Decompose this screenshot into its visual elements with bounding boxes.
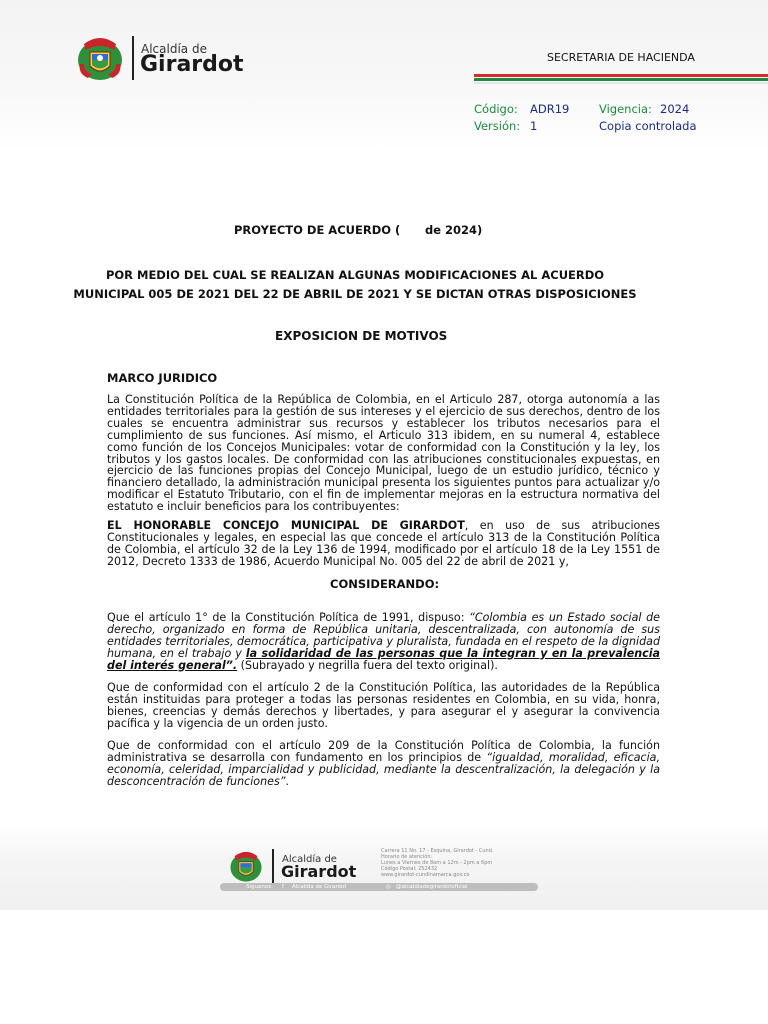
footer-facebook-link[interactable]: Alcaldía de Girardot [292,884,347,890]
articulo-1-lead: Que el artículo 1° de la Constitución Política de 1991, dispuso: [107,611,470,624]
codigo-label: Código: [474,102,518,116]
footer-brand-name: Girardot [281,862,357,881]
exposicion-heading: EXPOSICION DE MOTIVOS [275,329,448,343]
department-name: SECRETARIA DE HACIENDA [547,51,695,64]
articulo-209-tail: . [285,774,290,788]
footer-horario: Lunes a Viernes de 8am a 12m - 2pm a 6pm [381,860,493,866]
header-stripe-gray [474,82,768,84]
footer-web-link[interactable]: www.girardot-cundinamarca.gov.co [381,872,470,878]
footer-handle-link[interactable]: @alcaldiadegirardotoficial [396,884,468,890]
marco-juridico-heading: MARCO JURIDICO [107,371,218,385]
girardot-coat-of-arms-logo [74,34,126,82]
articulo-1-emphasis: la solidaridad de las personas que la integran y en la prevalencia del interés general”. [107,646,660,672]
footer-postal: Código Postal: 252432 [381,866,438,872]
footer-siguenos: Síguenos: [246,884,273,890]
footer-brand-small: Alcaldía de [282,854,337,865]
honorable-concejo-text: , en uso de sus atribuciones Constitucionales y legales, en especial las que concede el artículo 313 de la Constitución Política de Colombia, el artículo 32 de la Ley 136 de 1994, modificado por el artículo 18 de la Ley 1551 de 2012, Decreto 1333 de 1986, Acuerdo Municipal No. 005 del 22 de abril de 2021 y, [107,519,660,568]
codigo-value: ADR19 [530,102,570,116]
paragraph-honorable-concejo [107,520,660,568]
footer-logo-divider [272,849,274,883]
paragraph-articulo-1 [107,612,660,672]
paragraph-marco: La Constitución Política de la República de Colombia, en el Articulo 287, otorga autonomía a las entidades territoriales para la gestión de sus intereses y el ejercicio de sus derechos, dentro de los cuales se encuentra administrar sus recursos y establecer los tributos necesarios para el cumplimiento de sus funciones. Así mismo, el Articulo 313 ibidem, en su numeral 4, establece como función de los Concejos Municipales: votar de conformidad con la Constitución y la ley, los tributos y los gastos locales. De conformidad con las atribuciones constitucionales expuestas, en ejercicio de las funciones propias del Concejo Municipal, luego de un estudio jurídico, técnico y financiero detallado, la administración municipal presenta los siguientes puntos para actualizar y/o modificar el Estatuto Tributario, con el fin de implementar mejoras en la estructura normativa del estatuto e incluir beneficios para los contribuyentes: [107,393,660,514]
footer-horario-label: Horario de atención: [381,854,433,860]
footer-coat-of-arms-logo [226,849,266,883]
honorable-concejo-bold: EL HONORABLE CONCEJO MUNICIPAL DE GIRARDOT [107,519,465,532]
version-label: Versión: [474,119,521,133]
articulo-1-quote: “Colombia es un Estado social de derecho, organizado en forma de República unitaria, descentralizada, con autonomía de sus entidades territoriales, democrática, participativa y pluralista, fundada en el respeto de la dignidad humana, en el trabajo y [107,611,660,660]
version-value: 1 [530,119,538,133]
footer-address: Carrera 11 No. 17 - Esquina, Girardot - Cund. [381,848,494,854]
paragraph-articulo-2: Que de conformidad con el artículo 2 de la Constitución Política, las autoridades de la República están instituidas para proteger a todas las personas residentes en Colombia, en su vida, honra, bienes, creencias y demás derechos y libertades, y para asegurar el y asegurar la convivencia pacífica y la vigencia de un orden justo. [107,681,660,730]
logo-divider [132,36,134,80]
articulo-209-quote: “igualdad, moralidad, eficacia, economía, celeridad, imparcialidad y publicidad, mediante la descentralización, la delegación y la desconcentración de funciones” [107,750,660,788]
proyecto-suffix: de 2024) [425,223,483,237]
paragraph-articulo-209 [107,740,660,788]
footer-social-bar [220,883,538,891]
title-line-2: MUNICIPAL 005 DE 2021 DEL 22 DE ABRIL DE 2021 Y SE DICTAN OTRAS DISPOSICIONES [73,287,637,301]
brand-name: Girardot [140,52,244,77]
header-stripe-red [474,74,768,77]
articulo-1-note: (Subrayado y negrilla fuera del texto original). [237,658,498,672]
facebook-icon: f [282,884,284,890]
header-stripe-green [474,78,768,81]
copia-controlada: Copia controlada [599,119,697,133]
articulo-209-lead: Que de conformidad con el artículo 209 de la Constitución Política de Colombia, la función administrativa se desarrolla con fundamento en los principios de [107,739,660,764]
considerando-heading: CONSIDERANDO: [330,577,440,591]
brand-name-small: Alcaldía de [141,42,207,56]
proyecto-prefix: PROYECTO DE ACUERDO ( [234,223,401,237]
footer-contact-info [381,848,541,878]
vigencia-label: Vigencia: [599,102,652,116]
vigencia-value: 2024 [660,102,690,116]
instagram-icon: ◎ [386,884,391,890]
title-line-1: POR MEDIO DEL CUAL SE REALIZAN ALGUNAS MODIFICACIONES AL ACUERDO [105,268,605,282]
